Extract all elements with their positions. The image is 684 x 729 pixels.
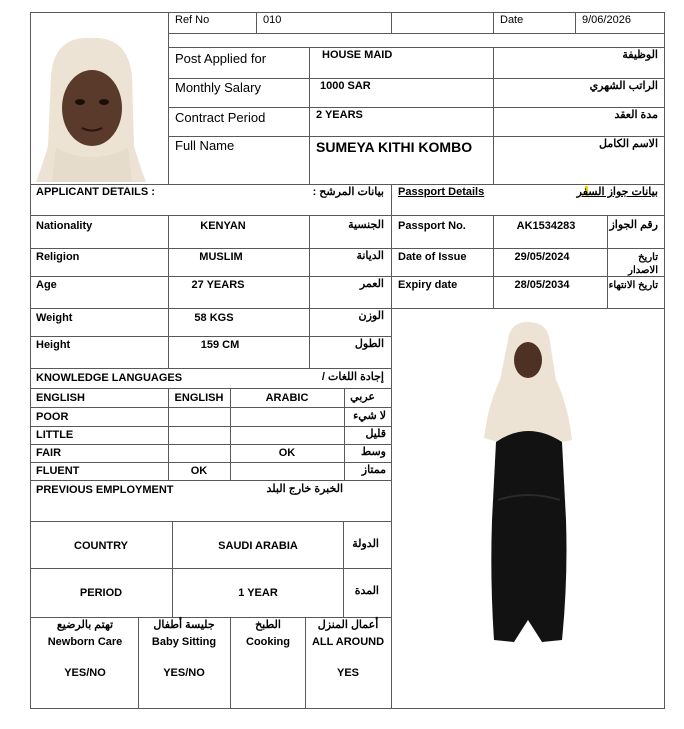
lang-fair-arabic: OK (278, 447, 296, 459)
lang-header-arabic: ARABIC (265, 392, 309, 404)
age-label-ar: العمر (359, 278, 384, 290)
lang-fair-label: FAIR (36, 447, 62, 459)
baby-sitting-ar: جليسة أطفال (153, 619, 215, 631)
passport-no-label-ar: رقم الجواز (609, 219, 658, 231)
age-label: Age (36, 279, 57, 291)
passport-no-value: AK1534283 (516, 220, 576, 232)
weight-value: 58 KGS (194, 312, 234, 324)
applicant-title: APPLICANT DETAILS : (36, 186, 155, 198)
height-label: Height (36, 339, 71, 351)
cooking-label: Cooking (246, 636, 290, 648)
baby-sitting-value: YES/NO (163, 667, 205, 679)
salary-label-ar: الراتب الشهري (589, 80, 658, 92)
weight-label-ar: الوزن (358, 310, 384, 322)
cooking-ar: الطبخ (255, 619, 281, 631)
religion-label-ar: الديانة (356, 250, 384, 262)
lang-little-ar: قليل (365, 428, 386, 440)
lang-header-english: ENGLISH (174, 392, 224, 404)
name-label: Full Name (175, 138, 235, 153)
height-value: 159 CM (200, 339, 240, 351)
height-label-ar: الطول (354, 338, 384, 350)
expiry-date-value: 28/05/2034 (514, 279, 570, 291)
lang-header-label: ENGLISH (36, 392, 85, 404)
languages-title-ar: إجادة اللغات / (321, 371, 384, 383)
languages-title: KNOWLEDGE LANGUAGES (36, 372, 183, 384)
employment-title: PREVIOUS EMPLOYMENT (36, 484, 174, 496)
salary-label: Monthly Salary (175, 80, 261, 95)
lang-little-label: LITTLE (36, 429, 74, 441)
nationality-label: Nationality (36, 220, 93, 232)
post-label-ar: الوظيفة (622, 49, 658, 61)
passport-no-label: Passport No. (398, 220, 466, 232)
date-label: Date (500, 14, 524, 26)
post-label: Post Applied for (175, 51, 267, 66)
post-value: HOUSE MAID (322, 49, 393, 61)
nationality-label-ar: الجنسية (348, 219, 384, 231)
issue-date-value: 29/05/2024 (514, 251, 570, 263)
age-value: 27 YEARS (191, 279, 245, 291)
date-value: 9/06/2026 (582, 14, 631, 26)
period-label: PERIOD (79, 587, 123, 599)
issue-date-label-ar: تاريخ الاصدار (628, 252, 658, 276)
housework-ar: أعمال المنزل (317, 619, 379, 631)
newborn-care-value: YES/NO (64, 667, 106, 679)
contract-label-ar: مدة العقد (614, 109, 658, 121)
contract-value: 2 YEARS (316, 109, 363, 121)
contract-label: Contract Period (175, 110, 266, 125)
country-label-ar: الدولة (352, 538, 379, 550)
lang-header-ar: عربي (350, 391, 375, 403)
nationality-value: KENYAN (200, 220, 246, 232)
period-value: 1 YEAR (238, 587, 278, 599)
religion-label: Religion (36, 251, 80, 263)
portrait-image (36, 36, 146, 182)
salary-value: 1000 SAR (320, 80, 371, 92)
lang-poor-ar: لا شيء (353, 410, 386, 422)
expiry-date-label-ar: تاريخ الانتهاء (608, 280, 658, 291)
lang-fluent-label: FLUENT (36, 465, 80, 477)
lang-fluent-english: OK (190, 465, 208, 477)
baby-sitting-label: Baby Sitting (151, 636, 217, 648)
housework-value: YES (336, 667, 360, 679)
newborn-care-ar: تهتم بالرضيع (56, 619, 114, 631)
fullbody-image (478, 320, 578, 648)
applicant-fullbody-photo (478, 320, 578, 648)
expiry-date-label: Expiry date (398, 279, 458, 291)
ref-label: Ref No (175, 14, 210, 26)
passport-title: Passport Details (398, 186, 485, 198)
country-value: SAUDI ARABIA (218, 540, 298, 552)
religion-value: MUSLIM (199, 251, 243, 263)
applicant-title-ar: بيانات المرشح : (312, 186, 384, 198)
country-label: COUNTRY (74, 540, 128, 552)
employment-title-ar: الخبرة خارج البلد (266, 483, 343, 495)
housework-label: ALL AROUND (311, 636, 385, 648)
weight-label: Weight (36, 312, 73, 324)
lang-fluent-ar: ممتاز (361, 464, 386, 476)
lang-fair-ar: وسط (361, 446, 386, 458)
ref-value: 010 (263, 14, 282, 26)
name-value: SUMEYA KITHI KOMBO (316, 139, 473, 155)
period-label-ar: المدة (354, 585, 379, 597)
issue-date-label: Date of Issue (398, 251, 467, 263)
lang-poor-label: POOR (36, 411, 69, 423)
name-label-ar: الاسم الكامل (599, 138, 658, 150)
applicant-portrait-photo (36, 36, 146, 182)
passport-title-ar: بيانات جواز السفر (576, 186, 658, 198)
newborn-care-label: Newborn Care (47, 636, 123, 648)
